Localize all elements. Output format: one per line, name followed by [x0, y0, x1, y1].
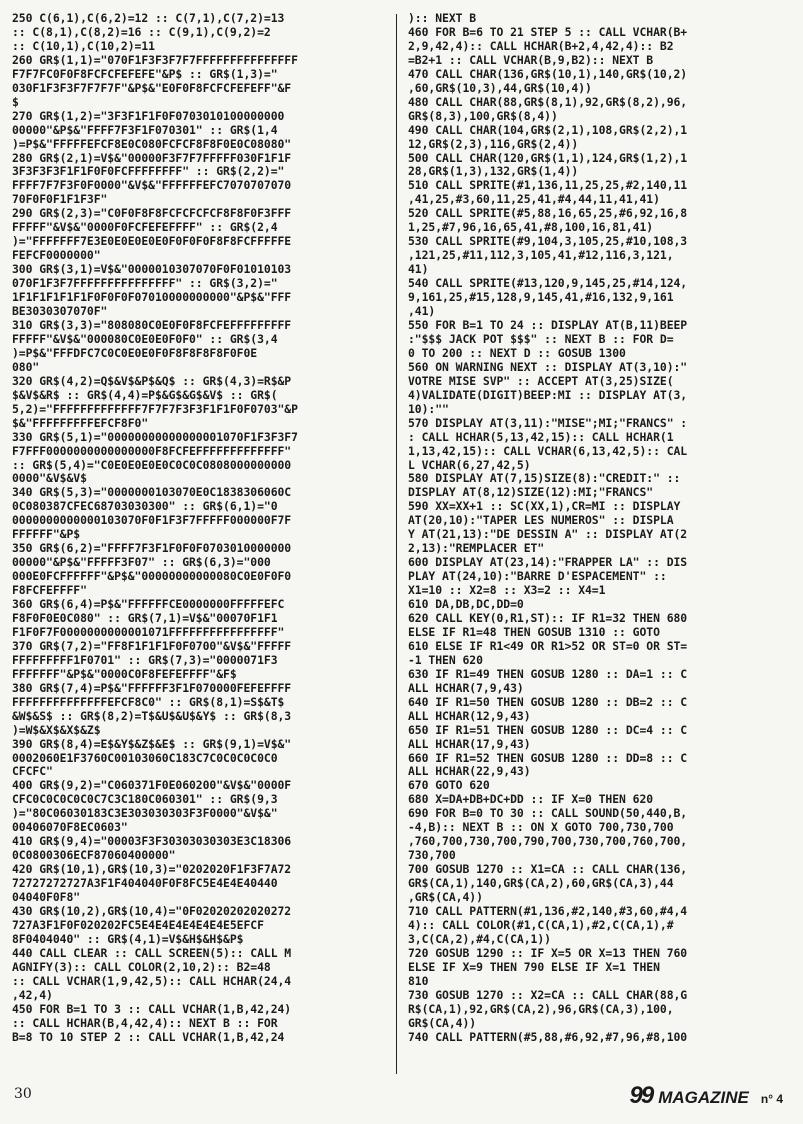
code-line: 370 GR$(7,2)="FF8F1F1F1F0F0700"&V$&"FFFFF [12, 638, 292, 653]
code-line: 8F0404040" :: GR$(4,1)=V$&H$&H$&P$ [12, 931, 244, 946]
code-line: 670 GOTO 620 [408, 778, 490, 793]
code-line: &W$&S$ :: GR$(8,2)=T$&U$&U$&Y$ :: GR$(8,3 [12, 708, 292, 723]
code-line: 640 IF R1=50 THEN GOSUB 1280 :: DB=2 :: C [408, 694, 688, 709]
code-line: 0 TO 200 :: NEXT D :: GOSUB 1300 [408, 345, 626, 360]
code-line: 310 GR$(3,3)="808080C0E0F0F8FCFEFFFFFFFFF [12, 317, 292, 332]
code-line: ,GR$(CA,4)) [408, 890, 483, 905]
code-line: F7F7FC0F0F8FCFCFEFEFE"&P$ :: GR$(1,3)=" [12, 66, 278, 81]
code-line: )="FFFFFFF7E3E0E0E0E0E0F0F0F0F8F8FCFFFFFE [12, 234, 292, 249]
code-line: 070F1F3F7FFFFFFFFFFFFFFF" :: GR$(3,2)=" [12, 276, 278, 291]
code-line: 510 CALL SPRITE(#1,136,11,25,25,#2,140,11 [408, 178, 688, 193]
code-line: 10):"" [408, 401, 449, 416]
code-line: 9,161,25,#15,128,9,145,41,#16,132,9,161 [408, 290, 674, 305]
code-line: 4):: CALL COLOR(#1,C(CA,1),#2,C(CA,1),# [408, 917, 674, 932]
code-line: 490 CALL CHAR(104,GR$(2,1),108,GR$(2,2),1 [408, 122, 688, 137]
code-line: 690 FOR B=0 TO 30 :: CALL SOUND(50,440,B, [408, 806, 688, 821]
code-line: : CALL HCHAR(5,13,42,15):: CALL HCHAR(1 [408, 429, 674, 444]
code-line: 0000"&V$&V$ [12, 471, 87, 486]
code-line: ):: NEXT B [408, 12, 477, 25]
code-line: -1 THEN 620 [408, 652, 483, 667]
issue-number: n° 4 [760, 1092, 783, 1106]
code-line: B=8 TO 10 STEP 2 :: CALL VCHAR(1,B,42,24 [12, 1029, 285, 1044]
code-line: $ [12, 94, 19, 109]
code-line: 0C0800306ECF87060400000" [12, 848, 176, 863]
code-line: 380 GR$(7,4)=P$&"FFFFFF3F1F070000FEFEFFFF [12, 680, 292, 695]
code-line: 730,700 [408, 848, 456, 863]
code-line: =B2+1 :: CALL VCHAR(B,9,B2):: NEXT B [408, 52, 654, 67]
listing-column-right [408, 12, 786, 1068]
code-line: 0002060E1F3760C00103060C183C7C0C0C0C0C0 [12, 750, 278, 765]
code-line: 710 CALL PATTERN(#1,136,#2,140,#3,60,#4,4 [408, 904, 688, 918]
code-line: 28,GR$(1,3),132,GR$(1,4)) [408, 164, 579, 179]
code-line: CFC0C0C0C0C0C7C3C180C060301" :: GR$(9,3 [12, 792, 278, 807]
code-line: 420 GR$(10,1),GR$(10,3)="0202020F1F3F7A72 [12, 862, 292, 877]
code-line: 5,2)="FFFFFFFFFFFFF7F7F7F3F3F1F1F0F0703"&P [12, 401, 298, 416]
code-line: 0000000000000103070F0F1F3F7FFFFF000000F7F [12, 513, 292, 528]
code-line: 00000"&P$&"FFFFF3F07" :: GR$(6,3)="000 [12, 555, 271, 570]
code-line: $&V$&R$ :: GR$(4,4)=P$&G$&G$&V$ :: GR$( [12, 387, 278, 402]
code-line: 0C080387CFEC68703030300" :: GR$(6,1)="0 [12, 499, 278, 514]
code-line: 72727272727A3F1F404040F0F8FC5E4E4E40440 [12, 876, 278, 891]
code-line: 430 GR$(10,2),GR$(10,4)="0F02020202020272 [12, 904, 292, 918]
code-line: 450 FOR B=1 TO 3 :: CALL VCHAR(1,B,42,24) [12, 1001, 292, 1016]
code-line: FFFFF"&V$&"0000F0FCFEFEFFFF" :: GR$(2,4 [12, 220, 278, 235]
code-line: ,41,25,#3,60,11,25,41,#4,44,11,41,41) [408, 192, 660, 207]
code-line: 410 GR$(9,4)="00003F3F30303030303E3C18306 [12, 834, 292, 849]
code-line: 2,9,42,4):: CALL HCHAR(B+2,4,42,4):: B2 [408, 38, 674, 53]
code-line: 080" [12, 359, 40, 374]
code-line: 4)VALIDATE(DIGIT)BEEP:MI :: DISPLAY AT(3, [408, 387, 688, 402]
code-line: 580 DISPLAY AT(7,15)SIZE(8):"CREDIT:" :: [408, 471, 681, 486]
code-line: ,60,GR$(10,3),44,GR$(10,4)) [408, 80, 592, 95]
code-line: 570 DISPLAY AT(3,11):"MISE";MI;"FRANCS" : [408, 415, 688, 430]
code-line: 2,13):"REMPLACER ET" [408, 541, 545, 556]
code-line: F8FCFEFFFF" [12, 583, 87, 598]
code-line: ALL HCHAR(12,9,43) [408, 708, 531, 723]
code-line: -4,B):: NEXT B :: ON X GOTO 700,730,700 [408, 820, 674, 835]
code-line: Y AT(21,13):"DE DESSIN A" :: DISPLAY AT(2 [408, 527, 688, 542]
code-line: 500 CALL CHAR(120,GR$(1,1),124,GR$(1,2),1 [408, 150, 688, 165]
code-line: 1,25,#7,96,16,65,41,#8,100,16,81,41) [408, 220, 654, 235]
code-line: :"$$$ JACK POT $$$" :: NEXT B :: FOR D= [408, 331, 674, 346]
code-line: ELSE IF R1=48 THEN GOSUB 1310 :: GOTO [408, 624, 660, 639]
code-line: FEFCF0000000" [12, 248, 101, 263]
code-line: ,760,700,730,700,790,700,730,700,760,700, [408, 834, 688, 849]
magazine-name: MAGAZINE [658, 1088, 749, 1107]
code-line: 320 GR$(4,2)=Q$&V$&P$&Q$ :: GR$(4,3)=R$&P [12, 373, 292, 388]
code-line: :: CALL HCHAR(B,4,42,4):: NEXT B :: FOR [12, 1015, 278, 1030]
code-line: 470 CALL CHAR(136,GR$(10,1),140,GR$(10,2) [408, 66, 688, 81]
code-line: 650 IF R1=51 THEN GOSUB 1280 :: DC=4 :: C [408, 722, 688, 737]
code-line: 700 GOSUB 1270 :: X1=CA :: CALL CHAR(136, [408, 862, 688, 877]
magazine-logo: 99 [629, 1082, 653, 1109]
code-line: $&"FFFFFFFFFEFCF8F0" [12, 415, 149, 430]
code-line: 04040F0F8" [12, 890, 81, 905]
code-line: BE3030307070F" [12, 304, 108, 319]
code-line: )=P$&"FFFFFEFCF8E0C080FCFCF8F8F0E0C08080" [12, 136, 292, 151]
page-footer [0, 1078, 803, 1118]
code-line: 560 ON WARNING NEXT :: DISPLAY AT(3,10):" [408, 359, 688, 374]
code-line: CFCFC" [12, 764, 53, 779]
code-line: :: CALL VCHAR(1,9,42,5):: CALL HCHAR(24,4 [12, 973, 292, 988]
code-line: :: C(8,1),C(8,2)=16 :: C(9,1),C(9,2)=2 [12, 24, 271, 39]
code-line: 3,C(CA,2),#4,C(CA,1)) [408, 931, 551, 946]
code-line: F7FFF0000000000000000F8FCFEFFFFFFFFFFFFF" [12, 443, 292, 458]
code-line: FFFFFF"&P$ [12, 527, 81, 542]
code-line: 000E0FCFFFFFF"&P$&"00000000000080C0E0F0F0 [12, 569, 292, 584]
code-line: 1F1F1F1F1F1F0F0F0F07010000000000"&P$&"FFF [12, 290, 292, 305]
code-line: DISPLAY AT(8,12)SIZE(12):MI;"FRANCS" [408, 485, 654, 500]
code-line: 280 GR$(2,1)=V$&"00000F3F7F7FFFFF030F1F1F [12, 150, 292, 165]
code-line: 660 IF R1=52 THEN GOSUB 1280 :: DD=8 :: C [408, 750, 688, 765]
listing-column-left [12, 12, 390, 1068]
code-line: 330 GR$(5,1)="00000000000000001070F1F3F3F7 [12, 429, 298, 444]
code-line: ALL HCHAR(7,9,43) [408, 680, 524, 695]
code-line: 41) [408, 262, 429, 277]
code-line: 00406070F8EC0603" [12, 820, 128, 835]
code-line: 340 GR$(5,3)="0000000103070E0C1838306060C [12, 485, 292, 500]
code-line: AT(20,10):"TAPER LES NUMEROS" :: DISPLA [408, 513, 674, 528]
code-line: )=W$&X$&X$&Z$ [12, 722, 101, 737]
code-line: 290 GR$(2,3)="C0F0F8F8FCFCFCFCF8F8F0F3FFF [12, 206, 292, 221]
code-line: ,121,25,#11,112,3,105,41,#12,116,3,121, [408, 248, 674, 263]
code-line: 550 FOR B=1 TO 24 :: DISPLAY AT(B,11)BEEP [408, 317, 688, 332]
code-line: 810 [408, 973, 429, 988]
code-line: GR$(8,3),100,GR$(8,4)) [408, 108, 558, 123]
code-line: 610 ELSE IF R1<49 OR R1>52 OR ST=0 OR ST= [408, 638, 688, 653]
code-line: 680 X=DA+DB+DC+DD :: IF X=0 THEN 620 [408, 792, 654, 807]
code-line: 300 GR$(3,1)=V$&"0000010307070F0F01010103 [12, 262, 292, 277]
code-line: 1,13,42,15):: CALL VCHAR(6,13,42,5):: CAL [408, 443, 688, 458]
code-line: 630 IF R1=49 THEN GOSUB 1280 :: DA=1 :: C [408, 666, 688, 681]
code-line: ELSE IF X=9 THEN 790 ELSE IF X=1 THEN [408, 959, 660, 974]
code-line: 460 FOR B=6 TO 21 STEP 5 :: CALL VCHAR(B+ [408, 24, 688, 39]
code-line: FFFFF"&V$&"000080C0E0E0F0F0" :: GR$(3,4 [12, 331, 278, 346]
code-line: ALL HCHAR(17,9,43) [408, 736, 531, 751]
code-line: GR$(CA,4)) [408, 1015, 477, 1030]
code-line: R$(CA,1),92,GR$(CA,2),96,GR$(CA,3),100, [408, 1001, 674, 1016]
code-line: PLAY AT(24,10):"BARRE D'ESPACEMENT" :: [408, 569, 667, 584]
code-line: ,42,4) [12, 987, 53, 1002]
code-line: )="80C06030183C3E303030303F3F0000"&V$&" [12, 806, 278, 821]
code-line: 520 CALL SPRITE(#5,88,16,65,25,#6,92,16,8 [408, 206, 688, 221]
code-line: 030F1F3F3F7F7F7F"&P$&"E0F0F8FCFCFEFEFF"&F [12, 80, 292, 95]
code-line: F1F0F7F0000000000001071FFFFFFFFFFFFFFFF" [12, 624, 285, 639]
code-line: 12,GR$(2,3),116,GR$(2,4)) [408, 136, 579, 151]
code-line: 360 GR$(6,4)=P$&"FFFFFFCE0000000FFFFFEFC [12, 597, 285, 612]
magazine-masthead [629, 1082, 783, 1110]
code-line: 260 GR$(1,1)="070F1F3F3F7F7FFFFFFFFFFFFFFF [12, 52, 298, 67]
code-line: :: C(10,1),C(10,2)=11 [12, 38, 155, 53]
code-line: VOTRE MISE SVP" :: ACCEPT AT(3,25)SIZE( [408, 373, 674, 388]
code-line: ,41) [408, 304, 436, 319]
code-line: 727A3F1F0F020202FC5E4E4E4E4E4E4E5EFCF [12, 917, 264, 932]
code-line: 440 CALL CLEAR :: CALL SCREEN(5):: CALL M [12, 945, 292, 960]
code-line: 390 GR$(8,4)=E$&Y$&Z$&E$ :: GR$(9,1)=V$&" [12, 736, 292, 751]
code-line: 70F0F0F1F1F3F" [12, 192, 108, 207]
code-line: )=P$&"FFFDFC7C0C0E0E0F0F8F8F8F8F0F0E [12, 345, 258, 360]
code-line: L VCHAR(6,27,42,5) [408, 457, 531, 472]
code-line: 720 GOSUB 1290 :: IF X=5 OR X=13 THEN 760 [408, 945, 688, 960]
code-line: AGNIFY(3):: CALL COLOR(2,10,2):: B2=48 [12, 959, 271, 974]
code-line: 250 C(6,1),C(6,2)=12 :: C(7,1),C(7,2)=13 [12, 12, 285, 25]
code-line: 350 GR$(6,2)="FFFF7F3F1F0F0F0703010000000 [12, 541, 292, 556]
code-line: 00000"&P$&"FFFF7F3F1F070301" :: GR$(1,4 [12, 122, 278, 137]
code-line: 3F3F3F3F1F1F0F0FCFFFFFFFF" :: GR$(2,2)=" [12, 164, 285, 179]
page-number: 30 [14, 1086, 32, 1102]
code-line: 530 CALL SPRITE(#9,104,3,105,25,#10,108,3 [408, 234, 688, 249]
code-line: :: GR$(5,4)="C0E0E0E0E0C0C0C0808000000000 [12, 457, 292, 472]
code-line: 400 GR$(9,2)="C060371F0E060200"&V$&"0000F [12, 778, 292, 793]
code-line: 620 CALL KEY(0,R1,ST):: IF R1=32 THEN 680 [408, 610, 688, 625]
code-line: 540 CALL SPRITE(#13,120,9,145,25,#14,124, [408, 276, 688, 291]
code-line: F8F0F0E0C080" :: GR$(7,1)=V$&"00070F1F1 [12, 610, 278, 625]
code-line: 610 DA,DB,DC,DD=0 [408, 597, 524, 612]
code-line: FFFFFFF"&P$&"0000C0F8FEFEFFFF"&F$ [12, 666, 237, 681]
code-line: ALL HCHAR(22,9,43) [408, 764, 531, 779]
column-divider [396, 14, 397, 1074]
code-line: 590 XX=XX+1 :: SC(XX,1),CR=MI :: DISPLAY [408, 499, 681, 514]
code-line: 480 CALL CHAR(88,GR$(8,1),92,GR$(8,2),96, [408, 94, 688, 109]
code-line: 600 DISPLAY AT(23,14):"FRAPPER LA" :: DIS [408, 555, 688, 570]
code-line: X1=10 :: X2=8 :: X3=2 :: X4=1 [408, 583, 606, 598]
code-line: 740 CALL PATTERN(#5,88,#6,92,#7,96,#8,100 [408, 1029, 688, 1044]
code-line: FFFFFFFFF1F0701" :: GR$(7,3)="0000071F3 [12, 652, 278, 667]
code-line: FFFF7F7F3F0F0000"&V$&"FFFFFFEFC7070707070 [12, 178, 292, 193]
code-line: GR$(CA,1),140,GR$(CA,2),60,GR$(CA,3),44 [408, 876, 674, 891]
code-line: FFFFFFFFFFFFFFEFCF8C0" :: GR$(8,1)=S$&T$ [12, 694, 285, 709]
code-line: 730 GOSUB 1270 :: X2=CA :: CALL CHAR(88,G [408, 987, 688, 1002]
code-line: 270 GR$(1,2)="3F3F1F1F0F0703010100000000 [12, 108, 285, 123]
